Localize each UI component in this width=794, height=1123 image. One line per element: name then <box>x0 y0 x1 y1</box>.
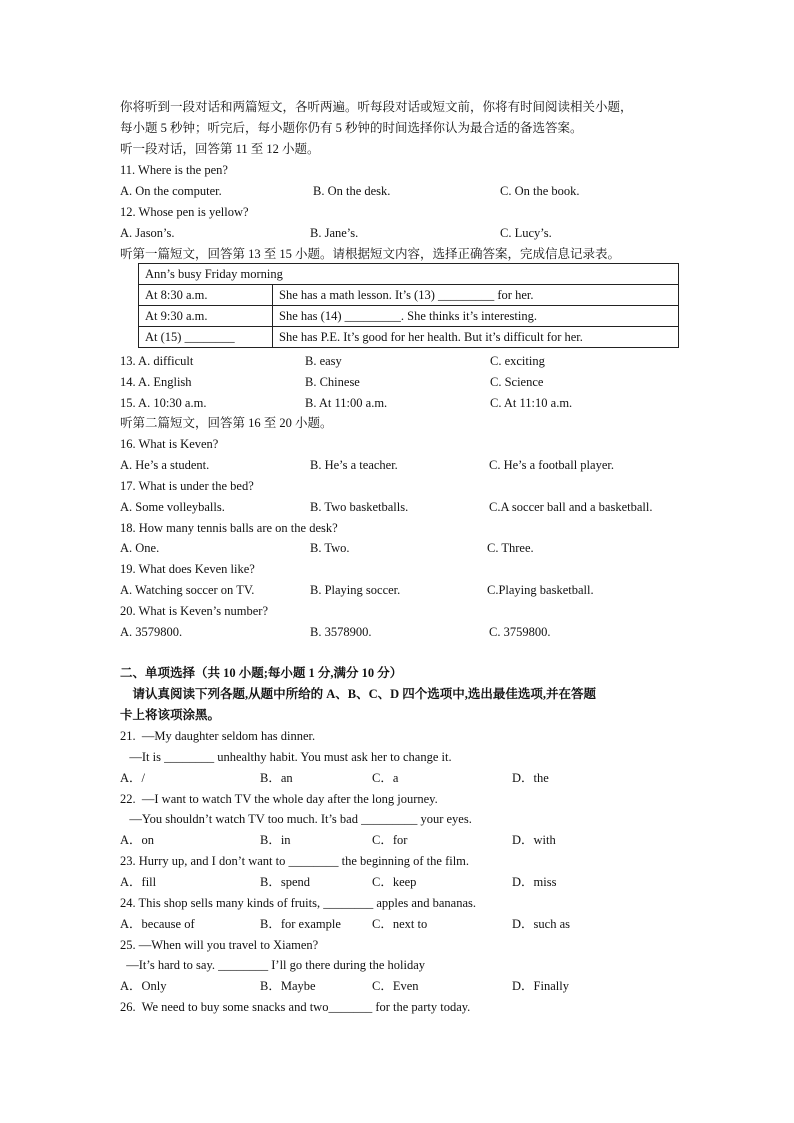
question-21-line2: —It is ________ unhealthy habit. You must ask her to change it. <box>120 750 452 764</box>
option-22-c: C．for <box>372 833 408 847</box>
option-23-b: B．spend <box>260 875 311 889</box>
option-21-a: A．/ <box>120 771 146 785</box>
question-22-line2: —You shouldn’t watch TV too much. It’s bad _________ your eyes. <box>120 812 472 826</box>
question-21-line1: 21. —My daughter seldom has dinner. <box>120 729 316 743</box>
question-25-line2: —It’s hard to say. ________ I’ll go there during the holiday <box>120 958 426 972</box>
option-17-b: B. Two basketballs. <box>310 500 409 514</box>
option-25-c: C．Even <box>372 979 419 993</box>
table-cell-info: She has (14) _________. She thinks it’s interesting. <box>273 306 679 327</box>
option-21-b: B．an <box>260 771 293 785</box>
table-title: Ann’s busy Friday morning <box>139 264 679 285</box>
option-21-d: D．the <box>512 771 549 785</box>
option-14-b: B. Chinese <box>305 375 360 389</box>
question-23: 23. Hurry up, and I don’t want to ________ the beginning of the film. <box>120 854 470 868</box>
passage1-intro: 听第一篇短文，回答第 13 至 15 小题。请根据短文内容，选择正确答案，完成信息记录表。 <box>120 247 621 261</box>
option-11-b: B. On the desk. <box>313 184 391 198</box>
question-16: 16. What is Keven? <box>120 437 219 451</box>
question-19: 19. What does Keven like? <box>120 562 255 576</box>
section2-heading: 二、单项选择（共 10 小题;每小题 1 分,满分 10 分） <box>120 666 403 680</box>
option-23-d: D．miss <box>512 875 557 889</box>
table-cell-time: At 9:30 a.m. <box>139 306 273 327</box>
table-row <box>139 327 679 348</box>
option-24-c: C．next to <box>372 917 428 931</box>
question-22-line1: 22. —I want to watch TV the whole day after the long journey. <box>120 792 438 806</box>
question-17: 17. What is under the bed? <box>120 479 254 493</box>
table-row <box>139 306 679 327</box>
question-25-line1: 25. —When will you travel to Xiamen? <box>120 938 319 952</box>
option-18-b: B. Two. <box>310 541 350 555</box>
option-15-b: B. At 11:00 a.m. <box>305 396 388 410</box>
question-20: 20. What is Keven’s number? <box>120 604 268 618</box>
option-13-a: 13. A. difficult <box>120 354 194 368</box>
option-25-a: A．Only <box>120 979 167 993</box>
table-row <box>139 285 679 306</box>
option-22-b: B．in <box>260 833 291 847</box>
option-22-d: D．with <box>512 833 556 847</box>
option-19-b: B. Playing soccer. <box>310 583 401 597</box>
option-20-c: C. 3759800. <box>489 625 551 639</box>
option-14-a: 14. A. English <box>120 375 192 389</box>
option-11-a: A. On the computer. <box>120 184 222 198</box>
listening-intro-line1: 你将听到一段对话和两篇短文，各听两遍。听每段对话或短文前，你将有时间阅读相关小题， <box>120 100 633 114</box>
option-15-c: C. At 11:10 a.m. <box>490 396 573 410</box>
option-24-b: B．for example <box>260 917 341 931</box>
option-22-a: A．on <box>120 833 155 847</box>
option-19-c: C.Playing basketball. <box>487 583 594 597</box>
option-16-c: C. He’s a football player. <box>489 458 614 472</box>
option-17-c: C.A soccer ball and a basketball. <box>489 500 653 514</box>
option-18-c: C. Three. <box>487 541 534 555</box>
option-13-c: C. exciting <box>490 354 545 368</box>
option-25-b: B．Maybe <box>260 979 316 993</box>
question-24: 24. This shop sells many kinds of fruits, ________ apples and bananas. <box>120 896 476 910</box>
option-12-b: B. Jane’s. <box>310 226 359 240</box>
section2-instruction-line2: 卡上将该项涂黑。 <box>120 708 221 722</box>
option-25-d: D．Finally <box>512 979 569 993</box>
table-cell-time: At (15) ________ <box>139 327 273 348</box>
info-record-table <box>138 263 679 348</box>
option-17-a: A. Some volleyballs. <box>120 500 225 514</box>
table-cell-info: She has a math lesson. It’s (13) _________ for her. <box>273 285 679 306</box>
option-24-d: D．such as <box>512 917 570 931</box>
question-26: 26. We need to buy some snacks and two_______ for the party today. <box>120 1000 471 1014</box>
option-19-a: A. Watching soccer on TV. <box>120 583 255 597</box>
option-11-c: C. On the book. <box>500 184 580 198</box>
option-21-c: C．a <box>372 771 399 785</box>
section2-instruction-line1: 请认真阅读下列各题,从题中所给的 A、B、C、D 四个选项中,选出最佳选项,并在答题 <box>120 687 597 701</box>
option-13-b: B. easy <box>305 354 342 368</box>
option-16-b: B. He’s a teacher. <box>310 458 398 472</box>
option-20-b: B. 3578900. <box>310 625 372 639</box>
option-12-a: A. Jason’s. <box>120 226 175 240</box>
table-cell-time: At 8:30 a.m. <box>139 285 273 306</box>
question-18: 18. How many tennis balls are on the desk? <box>120 521 338 535</box>
passage2-intro: 听第二篇短文，回答第 16 至 20 小题。 <box>120 416 333 430</box>
option-16-a: A. He’s a student. <box>120 458 210 472</box>
option-24-a: A．because of <box>120 917 195 931</box>
listening-intro-line2: 每小题 5 秒钟；听完后，每小题你仍有 5 秒钟的时间选择你认为最合适的备选答案。 <box>120 121 583 135</box>
option-23-c: C．keep <box>372 875 417 889</box>
question-11: 11. Where is the pen? <box>120 163 228 177</box>
option-20-a: A. 3579800. <box>120 625 183 639</box>
table-cell-info: She has P.E. It’s good for her health. But it’s difficult for her. <box>273 327 679 348</box>
question-12: 12. Whose pen is yellow? <box>120 205 249 219</box>
dialog-intro: 听一段对话，回答第 11 至 12 小题。 <box>120 142 320 156</box>
option-18-a: A. One. <box>120 541 160 555</box>
option-23-a: A．fill <box>120 875 157 889</box>
option-14-c: C. Science <box>490 375 544 389</box>
option-15-a: 15. A. 10:30 a.m. <box>120 396 207 410</box>
option-12-c: C. Lucy’s. <box>500 226 552 240</box>
